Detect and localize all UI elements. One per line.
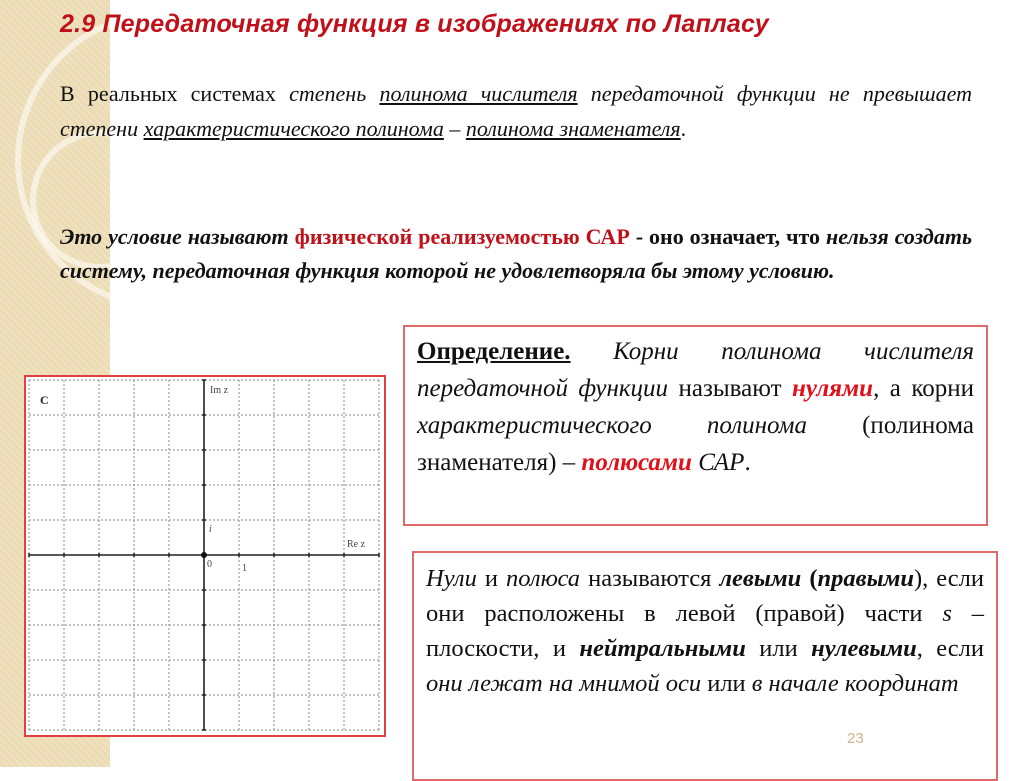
text: в начале координат	[751, 670, 959, 697]
text: характеристического полинома	[143, 116, 444, 141]
text: САР	[691, 449, 745, 476]
text: Корни полинома числителя передаточной функции	[417, 338, 974, 402]
term-poles: полюсами	[581, 449, 692, 476]
origin-label: 0	[207, 559, 212, 570]
re-axis-label: Re z	[347, 539, 366, 550]
left-right-poles-box	[412, 551, 998, 781]
text: степень	[289, 81, 380, 106]
origin-point	[201, 552, 207, 558]
text: полинома знаменателя	[465, 116, 681, 141]
i-tick-label: i	[209, 524, 212, 535]
text: Это условие называют	[60, 224, 295, 249]
text: полинома числителя	[379, 81, 578, 106]
text: Нули	[426, 565, 477, 592]
text: (полинома знаменателя) –	[417, 412, 974, 476]
quadrant-label: C	[40, 393, 49, 407]
text: , если	[916, 635, 984, 662]
highlight-term: физической реализуемостью САР	[294, 224, 630, 249]
page-number: 23	[847, 730, 864, 747]
term-zeros: нулями	[792, 375, 874, 402]
text: , а корни	[873, 375, 974, 402]
definition-label: Определение.	[417, 338, 571, 365]
term-zero: нулевыми	[811, 635, 917, 662]
intro-paragraph	[60, 76, 972, 146]
text: – плоскости, и	[426, 600, 985, 662]
text: s	[942, 600, 952, 627]
definition-box	[403, 325, 988, 526]
complex-plane-svg	[26, 377, 384, 735]
slide-title: 2.9 Передаточная функция в изображениях по Лапласу	[60, 10, 769, 38]
text: называют	[678, 375, 793, 402]
text: полюса	[506, 565, 581, 592]
text: –	[443, 116, 466, 141]
text: В реальных системах	[60, 81, 290, 106]
text: нельзя создать систему, передаточная функция которой не удовлетворяла бы этому условию.	[60, 224, 972, 283]
text: - оно означает, что	[629, 224, 827, 249]
text: или	[745, 635, 812, 662]
complex-plane-figure	[24, 375, 386, 737]
text: называются	[580, 565, 720, 592]
text: ), если они расположены в левой (правой) части	[426, 565, 984, 627]
text: характеристического полинома	[417, 412, 863, 439]
term-neutral: нейтральными	[579, 635, 746, 662]
text: .	[744, 449, 751, 476]
text: (	[801, 565, 818, 592]
realizability-paragraph	[60, 220, 972, 288]
im-axis-label: Im z	[210, 385, 229, 396]
text: и	[476, 565, 507, 592]
text: .	[680, 116, 687, 141]
text: они лежат на мнимой оси	[426, 670, 702, 697]
term-left: левыми	[719, 565, 802, 592]
term-right: правыми	[817, 565, 914, 592]
text: передаточной функции не превышает степени	[60, 81, 973, 141]
one-tick-label: 1	[242, 563, 247, 574]
text: или	[701, 670, 752, 697]
